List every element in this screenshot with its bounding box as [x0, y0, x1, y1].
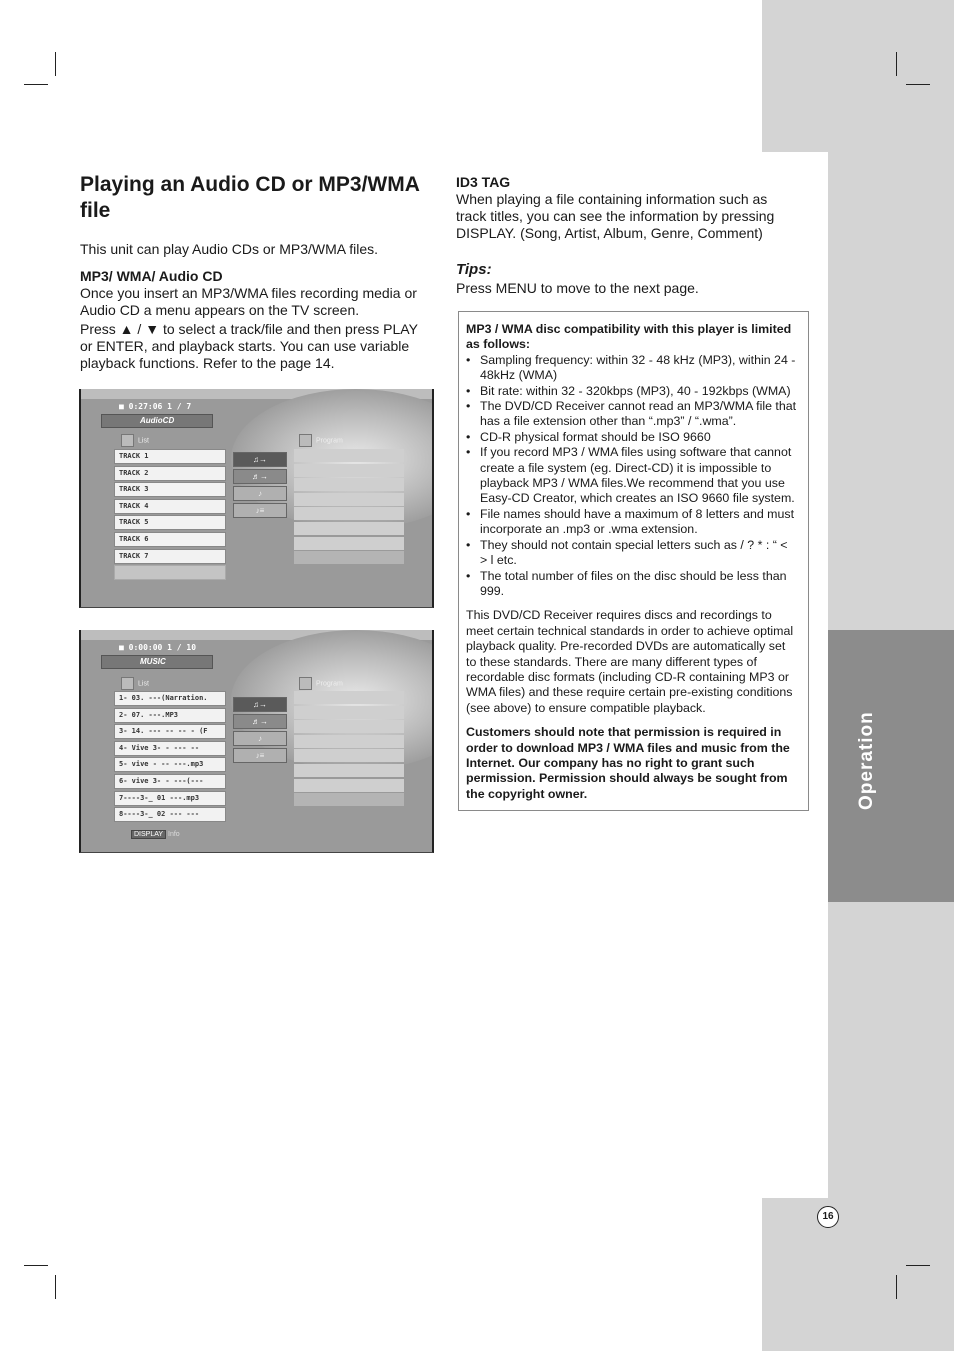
checkbox-icon [299, 434, 312, 447]
program-slot[interactable] [294, 749, 404, 762]
section-tab-label: Operation [856, 711, 877, 810]
program-slot[interactable] [294, 464, 404, 477]
add-to-program-button[interactable]: ♫→ [233, 452, 287, 467]
list-item: • The DVD/CD Receiver cannot read an MP3/WMA file that has a file extension other than “.mp3” / “.wma”. [466, 399, 798, 430]
file-item[interactable]: 8----3-_ 02 --- --- [114, 807, 226, 822]
track-item[interactable]: TRACK 7 [114, 549, 226, 564]
page-title: Playing an Audio CD or MP3/WMA file [80, 173, 420, 222]
program-slot[interactable] [294, 691, 404, 704]
playback-status: ■ 0:27:06 1 / 7 [119, 402, 192, 411]
compatibility-list [466, 353, 798, 600]
control-buttons [233, 452, 287, 520]
file-item[interactable]: 1- 03. ---(Narration. [114, 691, 226, 706]
program-slot[interactable] [294, 478, 404, 491]
list-item: • CD-R physical format should be ISO 9660 [466, 430, 798, 445]
file-item[interactable]: 7----3-_ 01 ---.mp3 [114, 791, 226, 806]
insert-paragraph: Once you insert an MP3/WMA files recording media or Audio CD a menu appears on the TV screen. [80, 285, 417, 319]
crop-mark [906, 84, 930, 85]
play-order-button[interactable]: ♪ [233, 731, 287, 746]
program-header [299, 677, 343, 690]
disc-icon [121, 434, 134, 447]
program-slot[interactable] [294, 551, 404, 564]
program-list [294, 449, 404, 566]
section-tab [828, 630, 954, 902]
compatibility-box [458, 311, 809, 811]
display-hint [131, 831, 180, 838]
list-item: • Sampling frequency: within 32 - 48 kHz (MP3), within 24 - 48kHz (WMA) [466, 353, 798, 384]
track-item[interactable]: TRACK 3 [114, 482, 226, 497]
clear-program-button[interactable]: ♪≡ [233, 503, 287, 518]
copyright-notice: Customers should note that permission is required in order to download MP3 / WMA files and music from the Internet. Our company has no right to grant such permission. Permission should always be sought from the copyright owner. [466, 725, 790, 801]
list-item: • If you record MP3 / WMA files using software that cannot create a file system (eg. Direct-CD) it is impossible to playback MP3 / WMA files.We recommend that you use Easy-CD Creator, which creates an ISO 9660 file system. [466, 445, 798, 507]
mp3-heading: MP3/ WMA/ Audio CD [80, 268, 223, 284]
page-number: 16 [817, 1206, 839, 1228]
program-slot[interactable] [294, 449, 404, 462]
program-list [294, 691, 404, 808]
press-paragraph: Press ▲ / ▼ to select a track/file and then press PLAY or ENTER, and playback starts. You can use variable playback functions. Refer to the page 14. [80, 321, 418, 372]
file-item[interactable]: 6- vive 3- - ---(--- [114, 774, 226, 789]
program-slot[interactable] [294, 779, 404, 792]
crop-mark [24, 1265, 48, 1266]
program-slot[interactable] [294, 720, 404, 733]
list-header [121, 677, 149, 690]
id3-heading: ID3 TAG [456, 174, 511, 190]
track-list [114, 449, 226, 582]
tips-heading: Tips: [456, 261, 492, 278]
program-label: Program [316, 680, 343, 688]
list-header [121, 434, 149, 447]
track-item[interactable]: TRACK 5 [114, 515, 226, 530]
intro-text: This unit can play Audio CDs or MP3/WMA files. [80, 241, 378, 257]
list-label: List [138, 680, 149, 688]
add-to-program-button[interactable]: ♫→ [233, 697, 287, 712]
audio-cd-screen [79, 389, 434, 608]
list-label: List [138, 437, 149, 445]
list-item: • File names should have a maximum of 8 letters and must incorporate an .mp3 or .wma extension. [466, 507, 798, 538]
file-item[interactable]: 5- vive - -- ---.mp3 [114, 757, 226, 772]
playback-status: ■ 0:00:00 1 / 10 [119, 643, 197, 652]
program-slot[interactable] [294, 764, 404, 777]
crop-mark [24, 84, 48, 85]
list-item: • Bit rate: within 32 - 320kbps (MP3), 40 - 192kbps (WMA) [466, 384, 798, 399]
display-key: DISPLAY [131, 830, 166, 839]
program-slot[interactable] [294, 507, 404, 520]
program-header [299, 434, 343, 447]
program-slot[interactable] [294, 522, 404, 535]
crop-mark [906, 1265, 930, 1266]
side-band-bottom [762, 1198, 954, 1351]
standards-paragraph: This DVD/CD Receiver requires discs and recordings to meet certain technical standards in order to achieve optimal playback quality. Pre-recorded DVDs are automatically set to these standards. There are many different types of recordable disc formats (including CD-R containing MP3 or WMA files) and these require certain pre-existing conditions (see above) to ensure compatible playback. [466, 608, 794, 715]
list-item: • The total number of files on the disc should be less than 999. [466, 569, 798, 600]
id3-text: When playing a file containing information such as track titles, you can see the information by pressing DISPLAY. (Song, Artist, Album, Genre, Comment) [456, 191, 775, 242]
add-all-button[interactable]: ♬→ [233, 469, 287, 484]
track-item[interactable]: TRACK 4 [114, 499, 226, 514]
mp3-screen [79, 630, 434, 853]
crop-mark [896, 52, 897, 76]
track-item[interactable]: TRACK 1 [114, 449, 226, 464]
file-item[interactable]: 4- Vive 3- - --- -- [114, 741, 226, 756]
mode-banner [101, 414, 213, 428]
program-slot[interactable] [294, 735, 404, 748]
tips-text: Press MENU to move to the next page. [456, 280, 699, 296]
disc-icon [121, 677, 134, 690]
add-all-button[interactable]: ♬→ [233, 714, 287, 729]
list-item: • They should not contain special letters such as / ? * : “ < > l etc. [466, 538, 798, 569]
crop-mark [55, 52, 56, 76]
crop-mark [896, 1275, 897, 1299]
mode-banner [101, 655, 213, 669]
file-item[interactable]: 3- 14. --- -- -- - (F [114, 724, 226, 739]
crop-mark [55, 1275, 56, 1299]
track-item[interactable]: TRACK 2 [114, 466, 226, 481]
program-label: Program [316, 437, 343, 445]
program-slot[interactable] [294, 793, 404, 806]
compatibility-heading: MP3 / WMA disc compatibility with this player is limited as follows: [466, 322, 792, 352]
display-info: Info [168, 831, 180, 838]
control-buttons [233, 697, 287, 765]
mode-label: AudioCD [140, 416, 175, 425]
program-slot[interactable] [294, 706, 404, 719]
file-item[interactable]: 2- 07. ---.MP3 [114, 708, 226, 723]
play-order-button[interactable]: ♪ [233, 486, 287, 501]
program-slot[interactable] [294, 493, 404, 506]
checkbox-icon [299, 677, 312, 690]
empty-track-slot [114, 565, 226, 580]
program-slot[interactable] [294, 537, 404, 550]
mode-label: MUSIC [140, 657, 166, 666]
clear-program-button[interactable]: ♪≡ [233, 748, 287, 763]
file-list [114, 691, 226, 824]
track-item[interactable]: TRACK 6 [114, 532, 226, 547]
